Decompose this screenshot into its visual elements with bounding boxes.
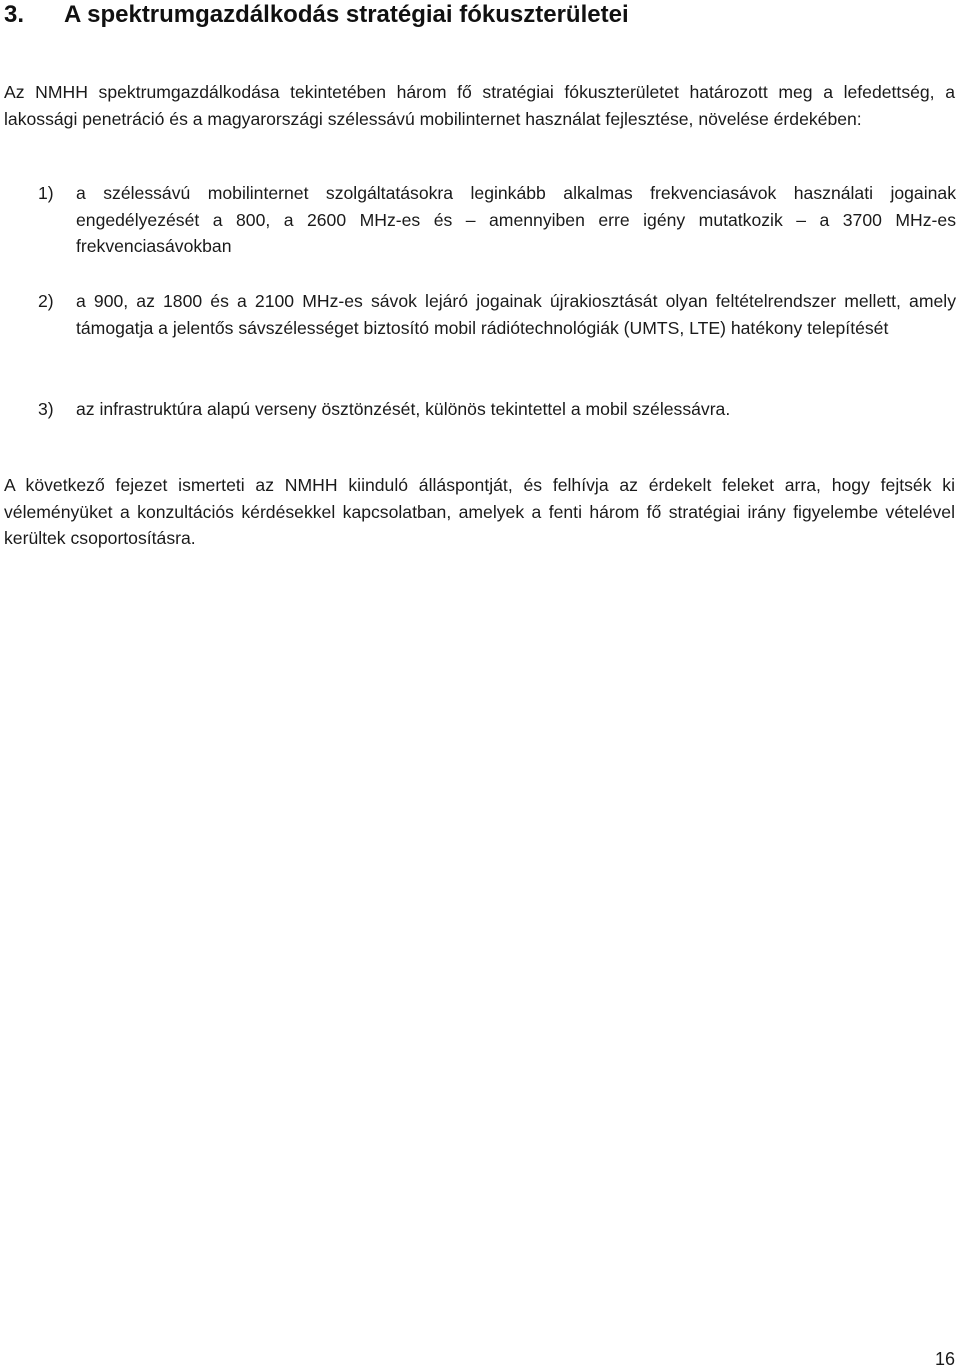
section-title: A spektrumgazdálkodás stratégiai fókuszterületei	[64, 1, 629, 28]
list-item-text: a szélessávú mobilinternet szolgáltatásokra leginkább alkalmas frekvenciasávok használati jogainak engedélyezését a 800, a 2600 MHz-es és – amennyiben erre igény mutatkozik – a 3700 MHz-es frekvenciasávokban	[76, 183, 956, 256]
page-number: 16	[934, 1349, 955, 1369]
list-item-marker: 1)	[38, 183, 54, 203]
list-item-marker: 2)	[38, 291, 54, 311]
list-item-text: a 900, az 1800 és a 2100 MHz-es sávok lejáró jogainak újrakiosztását olyan feltételrendszer mellett, amely támogatja a jelentős sávszélességet biztosító mobil rádiótechnológiák (UMTS, LTE) hatékony telepítését	[76, 291, 956, 338]
section-number: 3.	[4, 1, 25, 28]
intro-paragraph: Az NMHH spektrumgazdálkodása tekintetében három fő stratégiai fókuszterületet határozott meg a lefedettség, a lakossági penetráció és a magyarországi szélessávú mobilinternet használat fejlesztése, növelése érdekében:	[4, 82, 955, 129]
list-item-marker: 3)	[38, 399, 54, 419]
section-heading	[4, 0, 954, 30]
list-item-text: az infrastruktúra alapú verseny ösztönzését, különös tekintettel a mobil szélessávra.	[76, 399, 731, 419]
outro-paragraph: A következő fejezet ismerteti az NMHH kiinduló álláspontját, és felhívja az érdekelt feleket arra, hogy fejtsék ki véleményüket a konzultációs kérdésekkel kapcsolatban, amelyek a fenti három fő stratégiai irány figyelembe vételével kerültek csoportosításra.	[4, 475, 955, 548]
